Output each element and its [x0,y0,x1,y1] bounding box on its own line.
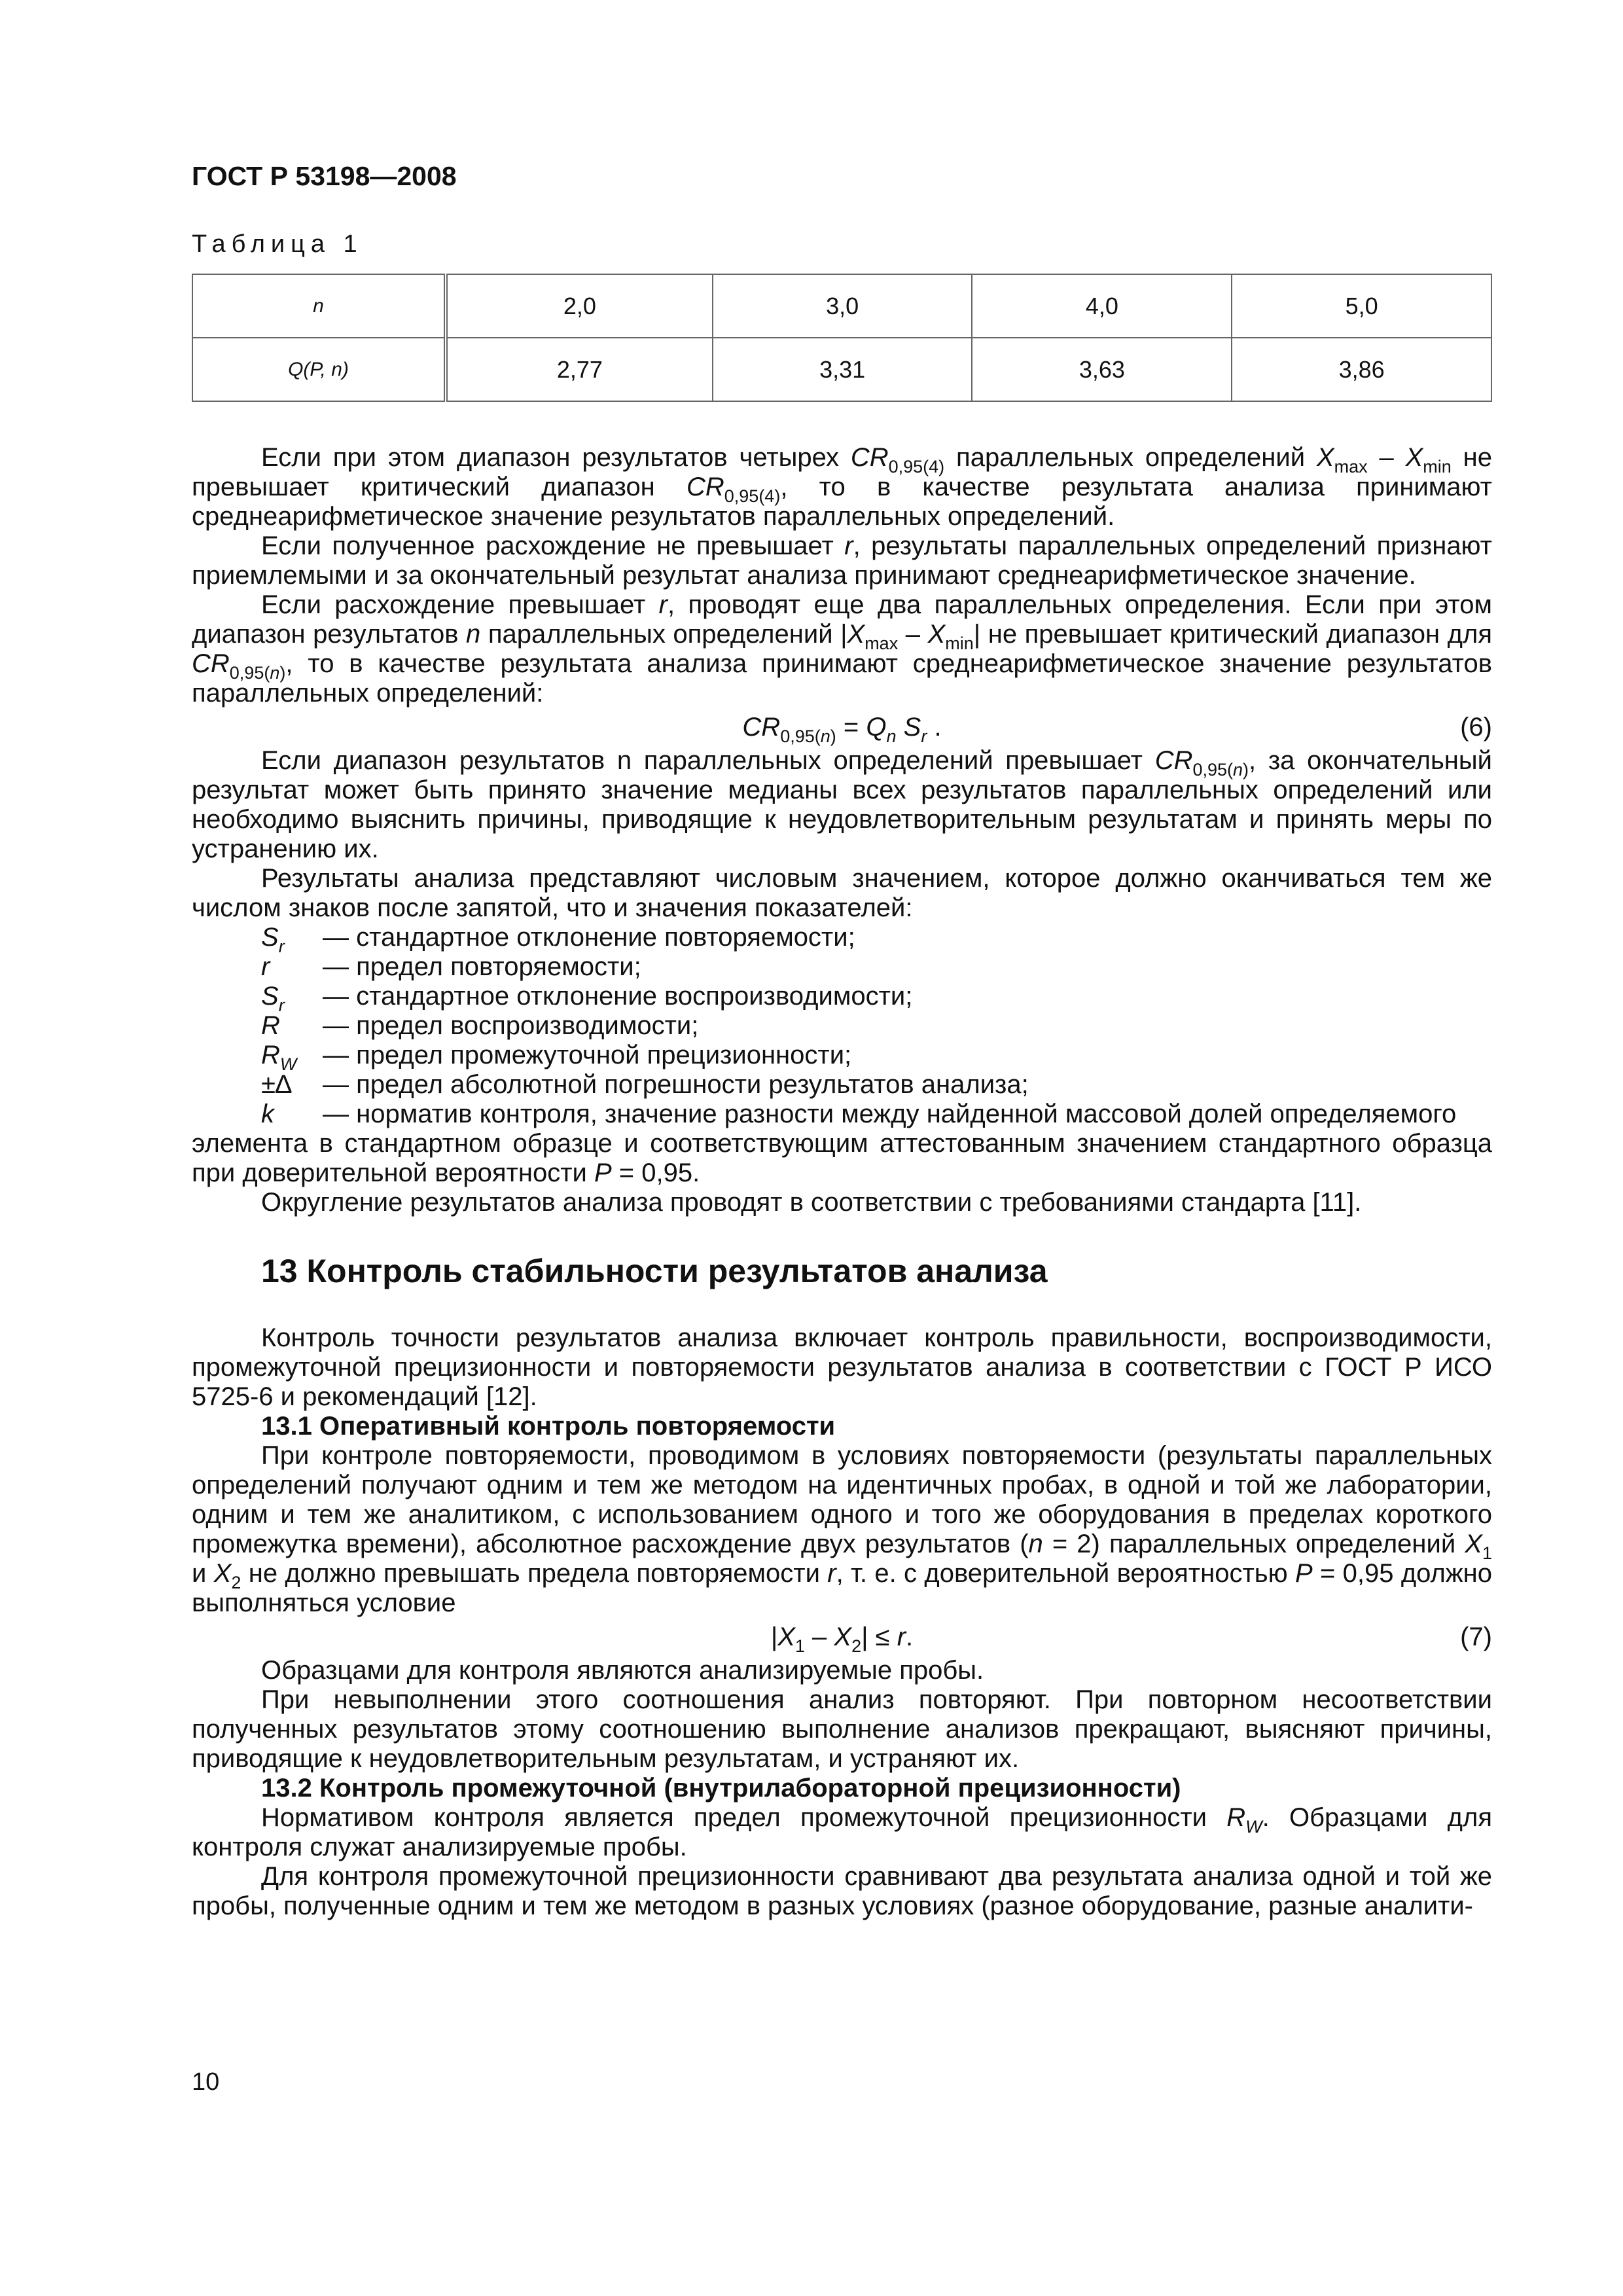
table-cell: 3,0 [713,274,972,338]
paragraph: Результаты анализа представляют числовым значением, которое должно оканчиваться тем же числом знаков после запятой, что и значения показателей: [192,864,1492,922]
table-cell: 2,0 [446,274,713,338]
table-cell: 2,77 [446,338,713,401]
row-label-n: n [192,274,446,338]
table-cell: 3,63 [972,338,1232,401]
equation-7: $|X_1 - X_2| \le r$. (7) [770,1623,1492,1656]
row-label-q: Q(P, n) [192,338,446,401]
paragraph: Образцами для контроля являются анализируемые пробы. [261,1656,984,1685]
paragraph: Нормативом контроля является предел промежуточной прецизионности $R_W$. Образцами для контроля служат анализируемые пробы. [192,1803,1492,1861]
page-number: 10 [192,2068,220,2096]
paragraph: Для контроля промежуточной прецизионности сравнивают два результата анализа одной и той же пробы, полученные одним и тем же методом в разных условиях (разное оборудование, разные аналити- [192,1862,1492,1920]
equation-6: $CR_{0,95(n)} = Q_n$ $S_r$ . (6) [742,713,1492,746]
paragraph: элемента в стандартном образце и соответствующим аттестованным значением стандартного образца при доверительной вероятности P = 0,95. [192,1129,1492,1187]
table-1 [192,274,1492,402]
list-item: r — предел повторяемости; [261,952,641,981]
running-header: ГОСТ Р 53198—2008 [192,161,457,191]
table-cell: 4,0 [972,274,1232,338]
table-cell: 5,0 [1232,274,1491,338]
list-item: $R_W$ — предел промежуточной прецизионности; [261,1041,852,1074]
list-item: $S_r$ — стандартное отклонение воспроизводимости; [261,982,913,1015]
subsection-heading-13-1: 13.1 Оперативный контроль повторяемости [261,1412,836,1441]
paragraph: Если полученное расхождение не превышает r, результаты параллельных определений признают приемлемыми и за окончательный результат анализа принимают среднеарифметическое значение. [192,531,1493,590]
table-caption: Таблица 1 [192,230,363,258]
paragraph: Если при этом диапазон результатов четырех $CR_{0,95(4)}$ параллельных определений $X_{max} - X_{min}$ не превышает критический диапазон $CR_{0,95(4)}$, то в качестве результата анализа принимают среднеарифметическое значение результатов параллельных определений. [192,443,1492,531]
table-cell: 3,86 [1232,338,1491,401]
paragraph: Контроль точности результатов анализа включает контроль правильности, воспроизводимости, промежуточной прецизионности и повторяемости результатов анализа в соответствии с ГОСТ Р ИСО 5725-6 и рекомендаций [12]. [192,1323,1492,1411]
list-item: k — норматив контроля, значение разности между найденной массовой долей определяемого [261,1100,1457,1128]
section-heading-13: 13 Контроль стабильности результатов анализа [261,1253,1048,1289]
table-row [192,274,1491,338]
list-item: ±∆ — предел абсолютной погрешности результатов анализа; [261,1070,1029,1099]
paragraph: При контроле повторяемости, проводимом в условиях повторяемости (результаты параллельных определений получают одним и тем же методом на идентичных пробах, в одной и той же лаборатории, одним и тем же аналитиком, с использованием одного и того же оборудования в пределах короткого промежутка времени), абсолютное расхождение двух результатов (n = 2) параллельных определений $X_1$ и $X_2$ не должно превышать предела повторяемости r, т. е. с доверительной вероятностью P = 0,95 должно выполняться условие [192,1441,1492,1617]
subsection-heading-13-2: 13.2 Контроль промежуточной (внутрилабораторной прецизионности) [261,1774,1181,1803]
table-cell: 3,31 [713,338,972,401]
table-row [192,338,1491,401]
paragraph: Если расхождение превышает r, проводят еще два параллельных определения. Если при этом диапазон результатов n параллельных определений $|X_{max} - X_{min}|$ не превышает критический диапазон для $CR_{0,95(n)}$, то в качестве результата анализа принимают среднеарифметическое значение результатов параллельных определений: [192,590,1493,708]
list-item: $S_r$ — стандартное отклонение повторяемости; [261,923,855,956]
paragraph: При невыполнении этого соотношения анализ повторяют. При повторном несоответствии полученных результатов этому соотношению выполнение анализов прекращают, выясняют причины, приводящие к неудовлетворительным результатам, и устраняют их. [192,1685,1492,1773]
paragraph: Округление результатов анализа проводят в соответствии с требованиями стандарта [11]. [261,1188,1362,1217]
paragraph: Если диапазон результатов n параллельных определений превышает $CR_{0,95(n)}$, за окончательный результат может быть принято значение медианы всех результатов параллельных определений или необходимо выяснить причины, приводящие к неудовлетворительным результатам и принять меры по устранению их. [192,746,1492,863]
list-item: R — предел воспроизводимости; [261,1011,699,1040]
body-text [192,443,1492,1921]
symbol-list [192,923,1492,1129]
